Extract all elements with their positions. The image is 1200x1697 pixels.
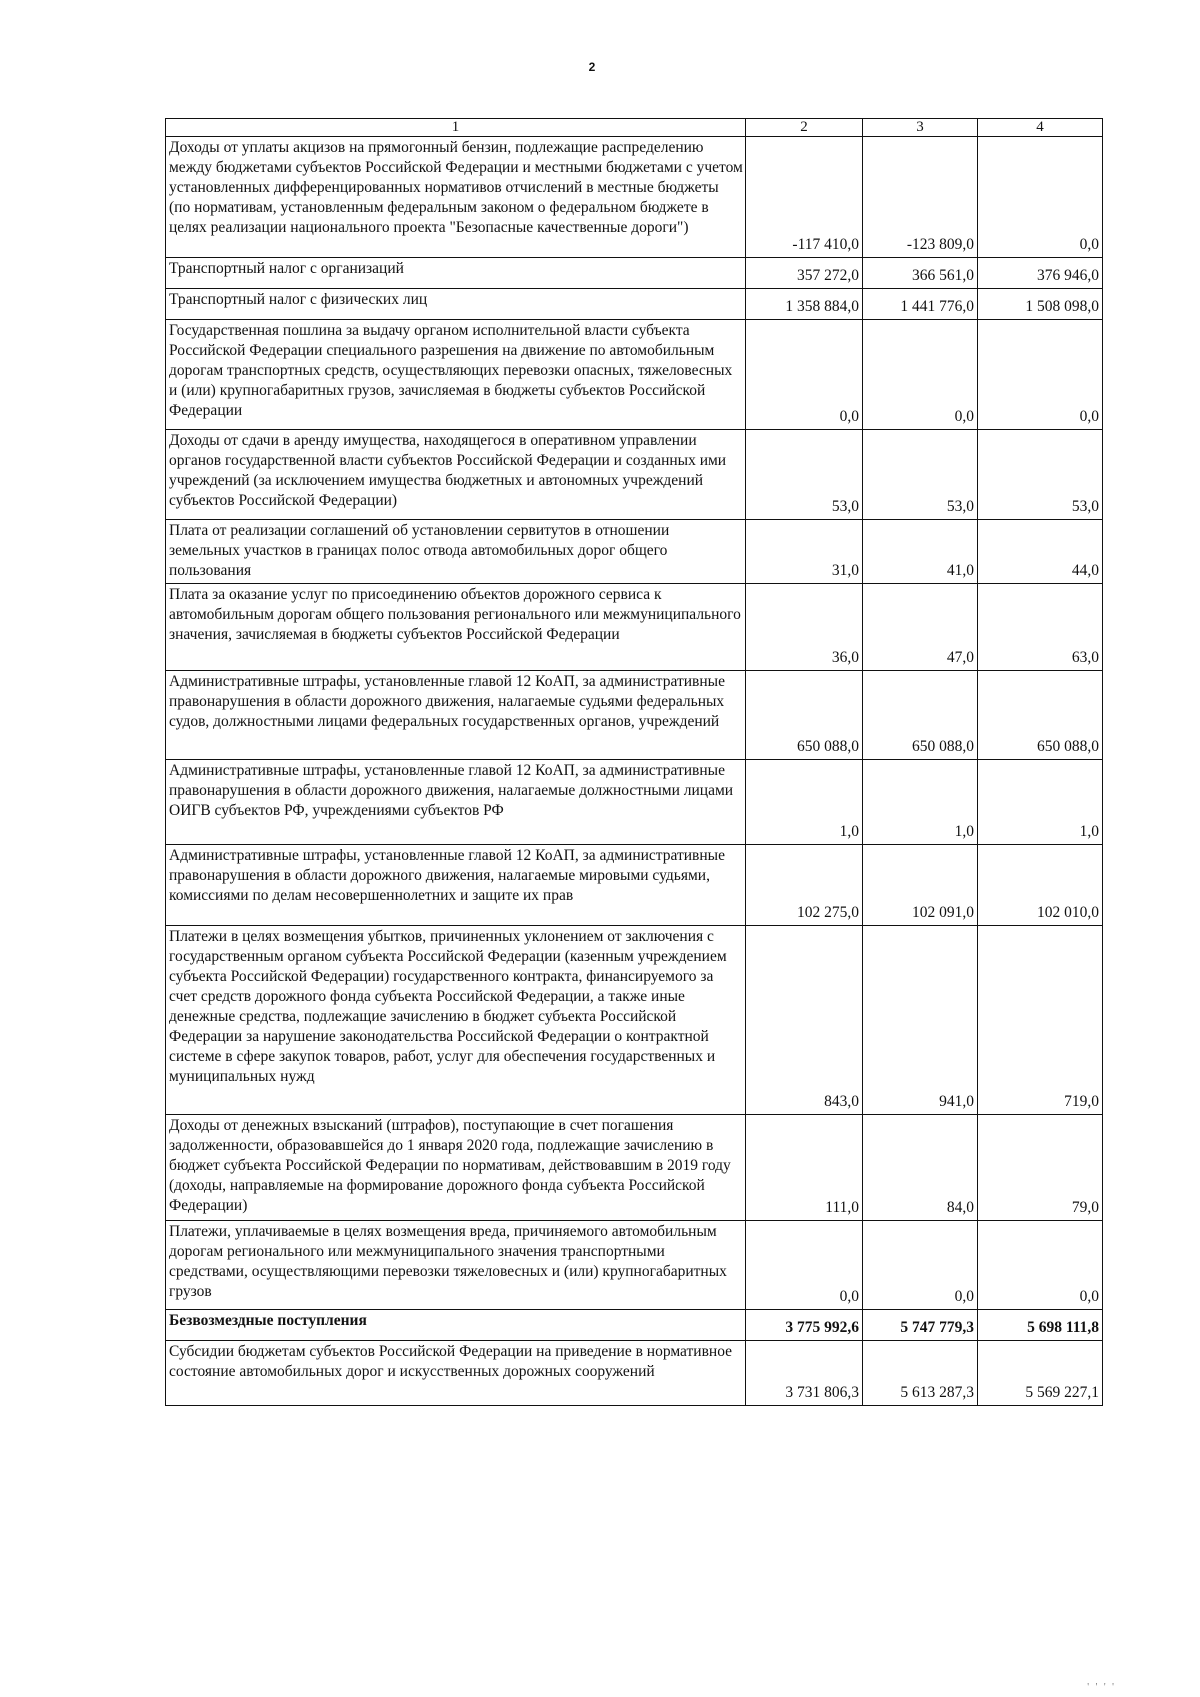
value-col-3: 5 747 779,3 [863, 1310, 978, 1341]
value-col-2: 3 775 992,6 [746, 1310, 863, 1341]
budget-revenue-table [165, 118, 1103, 1406]
value-col-2: 111,0 [746, 1115, 863, 1221]
row-label: Административные штрафы, установленные главой 12 КоАП, за административные правонарушения в области дорожного движения, налагаемые судьями федеральных судов, должностными лицами федеральных государственных органов, учреждений [166, 671, 746, 760]
value-col-3: 53,0 [863, 430, 978, 520]
value-col-2: 357 272,0 [746, 258, 863, 289]
row-label: Платежи в целях возмещения убытков, причиненных уклонением от заключения с государственным органом субъекта Российской Федерации (казенным учреждением субъекта Российской Федерации) государственного контракта, финансируемого за счет средств дорожного фонда субъекта Российской Федерации, а также иные денежные средства, подлежащие зачислению в бюджет субъекта Российской Федерации за нарушение законодательства Российской Федерации о контрактной системе в сфере закупок товаров, работ, услуг для обеспечения государственных и муниципальных нужд [166, 926, 746, 1115]
value-col-3: 650 088,0 [863, 671, 978, 760]
value-col-4: 79,0 [978, 1115, 1103, 1221]
value-col-4: 0,0 [978, 1221, 1103, 1310]
value-col-2: 1,0 [746, 760, 863, 845]
column-header-1: 1 [166, 119, 746, 137]
value-col-2: -117 410,0 [746, 137, 863, 258]
value-col-2: 3 731 806,3 [746, 1341, 863, 1406]
value-col-3: 1,0 [863, 760, 978, 845]
column-header-4: 4 [978, 119, 1103, 137]
table-row [166, 430, 1103, 520]
value-col-3: 0,0 [863, 320, 978, 430]
value-col-4: 0,0 [978, 137, 1103, 258]
column-header-2: 2 [746, 119, 863, 137]
value-col-2: 650 088,0 [746, 671, 863, 760]
table-row [166, 926, 1103, 1115]
table-row [166, 584, 1103, 671]
value-col-4: 102 010,0 [978, 845, 1103, 926]
table-row [166, 1115, 1103, 1221]
row-label: Плата от реализации соглашений об установлении сервитутов в отношении земельных участков в границах полос отвода автомобильных дорог общего пользования [166, 520, 746, 584]
value-col-3: 84,0 [863, 1115, 978, 1221]
row-label: Безвозмездные поступления [166, 1310, 746, 1341]
value-col-2: 53,0 [746, 430, 863, 520]
row-label: Государственная пошлина за выдачу органом исполнительной власти субъекта Российской Федерации специального разрешения на движение по автомобильным дорогам транспортных средств, осуществляющих перевозки опасных, тяжеловесных и (или) крупногабаритных грузов, зачисляемая в бюджеты субъектов Российской Федерации [166, 320, 746, 430]
table-row [166, 1341, 1103, 1406]
value-col-2: 843,0 [746, 926, 863, 1115]
value-col-4: 650 088,0 [978, 671, 1103, 760]
value-col-2: 36,0 [746, 584, 863, 671]
value-col-3: 5 613 287,3 [863, 1341, 978, 1406]
value-col-3: 366 561,0 [863, 258, 978, 289]
row-label: Доходы от денежных взысканий (штрафов), поступающие в счет погашения задолженности, образовавшейся до 1 января 2020 года, подлежащие зачислению в бюджет субъекта Российской Федерации по нормативам, действовавшим в 2019 году (доходы, направляемые на формирование дорожного фонда субъекта Российской Федерации) [166, 1115, 746, 1221]
page-number: 2 [588, 60, 596, 74]
table-header-row [166, 119, 1103, 137]
table-row [166, 1221, 1103, 1310]
value-col-2: 1 358 884,0 [746, 289, 863, 320]
value-col-4: 1 508 098,0 [978, 289, 1103, 320]
value-col-4: 5 698 111,8 [978, 1310, 1103, 1341]
value-col-3: 0,0 [863, 1221, 978, 1310]
table-row [166, 320, 1103, 430]
row-label: Плата за оказание услуг по присоединению объектов дорожного сервиса к автомобильным дорогам общего пользования регионального или межмуниципального значения, зачисляемая в бюджеты субъектов Российской Федерации [166, 584, 746, 671]
table-row [166, 289, 1103, 320]
column-header-3: 3 [863, 119, 978, 137]
table-row [166, 671, 1103, 760]
row-label: Административные штрафы, установленные главой 12 КоАП, за административные правонарушения в области дорожного движения, налагаемые мировыми судьями, комиссиями по делам несовершеннолетних и защите их прав [166, 845, 746, 926]
row-label: Административные штрафы, установленные главой 12 КоАП, за административные правонарушения в области дорожного движения, налагаемые должностными лицами ОИГВ субъектов РФ, учреждениями субъектов РФ [166, 760, 746, 845]
value-col-2: 102 275,0 [746, 845, 863, 926]
value-col-3: 41,0 [863, 520, 978, 584]
row-label: Платежи, уплачиваемые в целях возмещения вреда, причиняемого автомобильным дорогам регионального или межмуниципального значения транспортными средствами, осуществляющими перевозки тяжеловесных и (или) крупногабаритных грузов [166, 1221, 746, 1310]
row-label: Доходы от сдачи в аренду имущества, находящегося в оперативном управлении органов государственной власти субъектов Российской Федерации и созданных ими учреждений (за исключением имущества бюджетных и автономных учреждений субъектов Российской Федерации) [166, 430, 746, 520]
value-col-2: 0,0 [746, 320, 863, 430]
table-row [166, 845, 1103, 926]
value-col-4: 63,0 [978, 584, 1103, 671]
value-col-4: 1,0 [978, 760, 1103, 845]
value-col-4: 53,0 [978, 430, 1103, 520]
value-col-2: 31,0 [746, 520, 863, 584]
row-label: Транспортный налог с организаций [166, 258, 746, 289]
value-col-3: 941,0 [863, 926, 978, 1115]
row-label: Транспортный налог с физических лиц [166, 289, 746, 320]
scan-mark: ' ' ' ' [1087, 1682, 1116, 1693]
value-col-4: 376 946,0 [978, 258, 1103, 289]
table-row [166, 760, 1103, 845]
value-col-3: 1 441 776,0 [863, 289, 978, 320]
table-row [166, 1310, 1103, 1341]
value-col-4: 44,0 [978, 520, 1103, 584]
value-col-4: 5 569 227,1 [978, 1341, 1103, 1406]
row-label: Субсидии бюджетам субъектов Российской Федерации на приведение в нормативное состояние автомобильных дорог и искусственных дорожных сооружений [166, 1341, 746, 1406]
table-row [166, 258, 1103, 289]
value-col-3: 47,0 [863, 584, 978, 671]
value-col-4: 719,0 [978, 926, 1103, 1115]
value-col-3: 102 091,0 [863, 845, 978, 926]
value-col-2: 0,0 [746, 1221, 863, 1310]
table-row [166, 137, 1103, 258]
value-col-3: -123 809,0 [863, 137, 978, 258]
table-row [166, 520, 1103, 584]
row-label: Доходы от уплаты акцизов на прямогонный бензин, подлежащие распределению между бюджетами субъектов Российской Федерации и местными бюджетами с учетом установленных дифференцированных нормативов отчислений в местные бюджеты (по нормативам, установленным федеральным законом о федеральном бюджете в целях реализации национального проекта "Безопасные качественные дороги") [166, 137, 746, 258]
value-col-4: 0,0 [978, 320, 1103, 430]
